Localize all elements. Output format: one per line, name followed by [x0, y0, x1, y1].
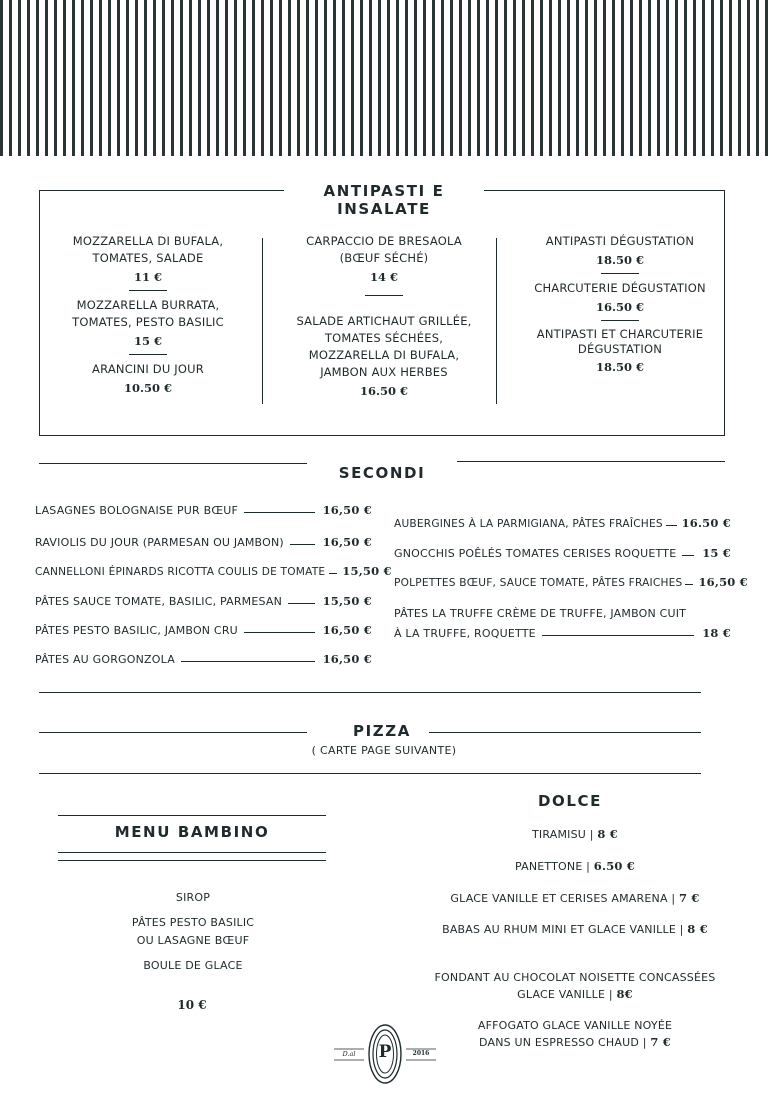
- menu-item-name: ARANCINI DU JOUR: [92, 362, 204, 376]
- menu-item-name-line2: À LA TRUFFE, ROQUETTE: [394, 627, 536, 640]
- menu-item-price: 16,50 €: [698, 575, 748, 589]
- leader-line: [290, 544, 315, 545]
- item-separator: [129, 354, 167, 355]
- dolce-item-price: 7 €: [650, 1035, 671, 1049]
- menu-item-price: 15 €: [133, 334, 162, 348]
- item-separator: [365, 295, 403, 296]
- menu-item-name-line1: PÂTES LA TRUFFE CRÈME DE TRUFFE, JAMBON CUIT: [394, 607, 687, 620]
- menu-item-name: ANTIPASTI DÉGUSTATION: [545, 234, 695, 248]
- menu-item-price: 16.50 €: [359, 384, 409, 398]
- menu-item-price: 18.50 €: [595, 360, 645, 374]
- dolce-item-name: PANETTONE |: [514, 860, 591, 873]
- bambino-title: MENU BAMBINO: [114, 823, 270, 841]
- section-divider: [39, 773, 701, 774]
- antipasti-column-2: [284, 233, 484, 401]
- restaurant-logo: [330, 1022, 440, 1086]
- menu-item-price: 16,50 €: [322, 535, 372, 549]
- menu-item-name: CANNELLONI ÉPINARDS RICOTTA COULIS DE TOMATE: [35, 566, 326, 578]
- menu-item-price: 15,50 €: [342, 564, 392, 578]
- dolce-item: [420, 921, 730, 938]
- leader-line: [666, 525, 677, 526]
- menu-item-name: CHARCUTERIE DÉGUSTATION: [534, 281, 706, 295]
- secondi-item: [35, 652, 372, 666]
- bambino-rule-bottom-2: [58, 860, 326, 861]
- dolce-item: [420, 826, 730, 843]
- dolce-item-price: 8 €: [597, 827, 618, 841]
- menu-item-name: PÂTES AU GORGONZOLA: [35, 653, 175, 666]
- menu-item-name: RAVIOLIS DU JOUR (PARMESAN OU JAMBON): [35, 536, 284, 549]
- secondi-item: [394, 626, 731, 640]
- bambino-rule-top: [58, 815, 326, 816]
- leader-line: [244, 512, 314, 513]
- antipasti-column-1: [48, 233, 248, 398]
- menu-item-name: SALADE ARTICHAUT GRILLÉE, TOMATES SÉCHÉES, MOZZARELLA DI BUFALA, JAMBON AUX HERBES: [296, 314, 472, 379]
- dolce-item-price: 8 €: [687, 922, 708, 936]
- menu-item-name: PÂTES PESTO BASILIC, JAMBON CRU: [35, 624, 238, 637]
- secondi-item: [35, 594, 372, 608]
- secondi-item: [394, 546, 731, 560]
- menu-item-name: GNOCCHIS POÊLÉS TOMATES CERISES ROQUETTE: [394, 547, 677, 560]
- menu-item-price: 16.50 €: [595, 300, 645, 314]
- bambino-item: BOULE DE GLACE: [143, 959, 243, 972]
- antipasti-title: ANTIPASTI E INSALATE: [323, 182, 445, 218]
- secondi-item: [35, 503, 372, 517]
- bambino-item: SIROP: [175, 891, 211, 904]
- menu-item-price: 18.50 €: [595, 253, 645, 267]
- menu-item-name: CARPACCIO DE BRESAOLA (BŒUF SÉCHÉ): [306, 234, 462, 265]
- dolce-item: [420, 858, 730, 875]
- dolce-item: [420, 1002, 730, 1051]
- leader-line: [244, 632, 315, 633]
- menu-item-price: 10.50 €: [123, 381, 173, 395]
- bambino-item: PÂTES PESTO BASILIC OU LASAGNE BŒUF: [131, 916, 255, 947]
- leader-line: [288, 603, 315, 604]
- dolce-item-price: 7 €: [678, 891, 700, 905]
- logo-left-text: D.al: [342, 1050, 356, 1058]
- antipasti-divider-1: [262, 238, 263, 404]
- menu-item-price: 16.50 €: [681, 516, 731, 530]
- menu-item-price: 15 €: [702, 546, 731, 560]
- menu-item-price: 16,50 €: [322, 623, 372, 637]
- dolce-item: [420, 890, 730, 907]
- dolce-item-price: 6.50 €: [593, 859, 636, 873]
- bambino-rule-bottom-1: [58, 852, 326, 853]
- item-separator: [601, 320, 639, 321]
- leader-line: [682, 555, 694, 556]
- menu-item-name: ANTIPASTI ET CHARCUTERIE DÉGUSTATION: [536, 327, 704, 356]
- secondi-item: [35, 535, 372, 549]
- dolce-item-name: TIRAMISU |: [532, 828, 594, 841]
- bambino-price: 10 €: [177, 998, 207, 1012]
- pizza-rule-left: [39, 732, 307, 733]
- menu-item-name: LASAGNES BOLOGNAISE PUR BŒUF: [35, 504, 239, 517]
- leader-line: [181, 661, 315, 662]
- logo-right-text: 2016: [412, 1050, 430, 1057]
- menu-item-price: 16,50 €: [322, 652, 372, 666]
- menu-item-price: 16,50 €: [322, 503, 372, 517]
- menu-item-name: MOZZARELLA DI BUFALA, TOMATES, SALADE: [72, 234, 224, 265]
- dolce-item-name: FONDANT AU CHOCOLAT NOISETTE CONCASSÉES GLACE VANILLE |: [434, 971, 716, 1001]
- secondi-item: [394, 575, 748, 589]
- leader-line: [685, 584, 693, 585]
- leader-line: [542, 635, 694, 636]
- antipasti-divider-2: [496, 238, 497, 404]
- dolce-item-name: BABAS AU RHUM MINI ET GLACE VANILLE |: [442, 923, 684, 936]
- logo-letter: P: [378, 1042, 392, 1062]
- secondi-rule-right: [457, 461, 725, 462]
- dolce-item-name: AFFOGATO GLACE VANILLE NOYÉE DANS UN ESPRESSO CHAUD |: [477, 1019, 673, 1049]
- item-separator: [601, 273, 639, 274]
- secondi-item-truffle: [394, 607, 731, 620]
- pizza-rule-right: [429, 732, 701, 733]
- dolce-item-price: 8€: [616, 987, 633, 1001]
- menu-item-name: PÂTES SAUCE TOMATE, BASILIC, PARMESAN: [35, 595, 283, 608]
- secondi-item: [35, 623, 372, 637]
- pizza-title: PIZZA: [353, 722, 411, 740]
- dolce-title: DOLCE: [537, 792, 602, 810]
- secondi-rule-left: [39, 463, 307, 464]
- menu-item-price: 15,50 €: [322, 594, 372, 608]
- secondi-title: SECONDI: [338, 464, 426, 482]
- leader-line: [329, 573, 337, 574]
- menu-item-name: MOZZARELLA BURRATA, TOMATES, PESTO BASILIC: [72, 298, 224, 329]
- antipasti-column-3: [520, 233, 720, 377]
- section-divider: [39, 692, 701, 693]
- item-separator: [129, 290, 167, 291]
- menu-item-price: 11 €: [133, 270, 162, 284]
- striped-header-banner: [0, 0, 768, 156]
- menu-item-name: AUBERGINES À LA PARMIGIANA, PÂTES FRAÎCHES: [394, 518, 663, 530]
- pizza-subtitle: ( CARTE PAGE SUIVANTE): [311, 744, 457, 757]
- menu-item-price: 14 €: [369, 270, 398, 284]
- menu-item-name: POLPETTES BŒUF, SAUCE TOMATE, PÂTES FRAICHES: [394, 577, 683, 589]
- secondi-item: [394, 516, 731, 530]
- secondi-item: [35, 564, 392, 578]
- menu-item-price: 18 €: [702, 626, 731, 640]
- dolce-item-name: GLACE VANILLE ET CERISES AMARENA |: [450, 892, 676, 905]
- dolce-item: [420, 954, 730, 1003]
